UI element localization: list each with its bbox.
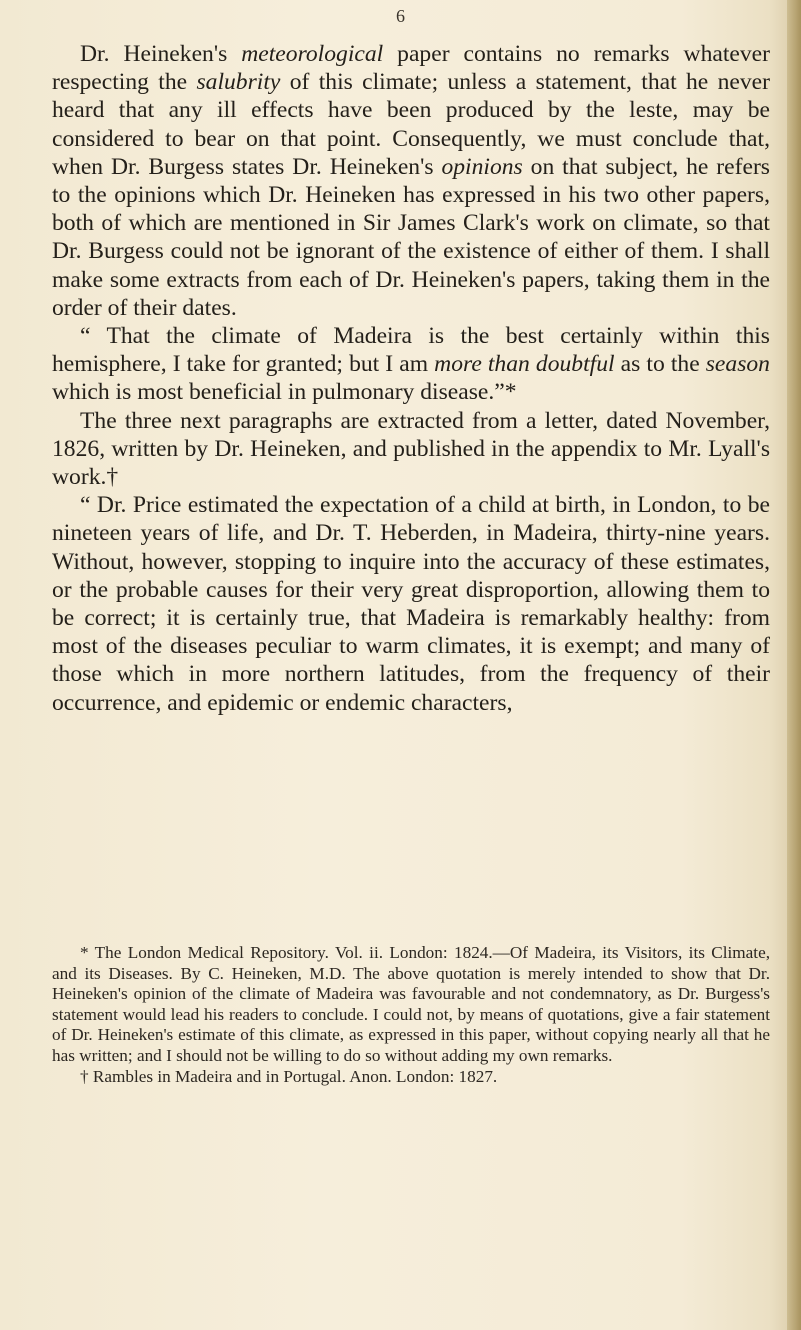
- text-segment-italic: salubrity: [196, 69, 281, 96]
- text-segment: “ Dr. Price estimated the expectation of a child at birth, in London, to be nineteen years of life, and Dr. T. Heberden, in Madeira, thirty-nine years. Without, however, stopping to inquire into the accuracy of these estimates, or the probable causes for their very great disproportion, allowing them to be correct; it is certainly true, that Madeira is remarkably healthy: from most of the diseases peculiar to warm climates, it is exempt; and many of those which in more northern latitudes, from the frequency of their occurrence, and epidemic or endemic characters,: [52, 492, 770, 716]
- text-segment-italic: opinions: [441, 153, 523, 180]
- page-number: 6: [396, 6, 405, 26]
- text-segment-italic: season: [705, 351, 770, 378]
- text-segment-italic: more than doubtful: [434, 351, 615, 378]
- text-segment: The three next paragraphs are extracted from a letter, dated November, 1826, written by Dr. Heineken, and published in the appendix to Mr. Lyall's work.†: [52, 407, 770, 491]
- text-segment: which is most beneficial in pulmonary disease.”*: [52, 379, 517, 406]
- paragraph-letter-intro: [52, 407, 770, 492]
- footnote-dagger: † Rambles in Madeira and in Portugal. Anon. London: 1827.: [80, 1066, 498, 1086]
- text-segment: on that subject, he refers to the opinions which Dr. Heineken has expressed in his two other papers, both of which are mentioned in Sir James Clark's work on climate, so that Dr. Burgess could not be ignorant of the existence of either of them. I shall make some extracts from each of Dr. Heineken's papers, taking them in the order of their dates.: [52, 153, 770, 321]
- text-segment: paper contains no remarks whatever respecting the: [52, 41, 771, 96]
- text-segment: Dr. Heineken's: [80, 41, 242, 67]
- paragraph-heineken-paper: [52, 40, 770, 322]
- footnote-asterisk: * The London Medical Repository. Vol. ii. London: 1824.—Of Madeira, its Visitors, its Climate, and its Diseases. By C. Heineken, M.D. The above quotation is merely intended to show that Dr. Heineken's opinion of the climate of Madeira was favourable and not condemnatory, as Dr. Burgess's statement would lead his readers to conclude. I could not, by means of quotations, give a fair statement of Dr. Heineken's estimate of this climate, as expressed in this paper, without copying nearly all that he has written; and I should not be willing to do so without adding my own remarks.: [52, 943, 770, 1065]
- main-text: [52, 40, 770, 717]
- paragraph-price-quote: [52, 491, 770, 717]
- page-edge-shadow: [787, 0, 801, 1330]
- footnotes: [52, 943, 770, 1087]
- text-segment: of this climate; unless a statement, that he never heard that any ill effects have been produced by the leste, may be considered to bear on that point. Consequently, we must conclude that, when Dr. Burgess states Dr. Heineken's: [52, 69, 770, 180]
- text-segment-italic: meteorological: [241, 41, 384, 67]
- text-segment: as to the: [614, 351, 706, 378]
- text-segment: “ That the climate of Madeira is the best certainly within this hemisphere, I take for granted; but I am: [52, 323, 770, 378]
- paragraph-climate-quote: [52, 322, 770, 407]
